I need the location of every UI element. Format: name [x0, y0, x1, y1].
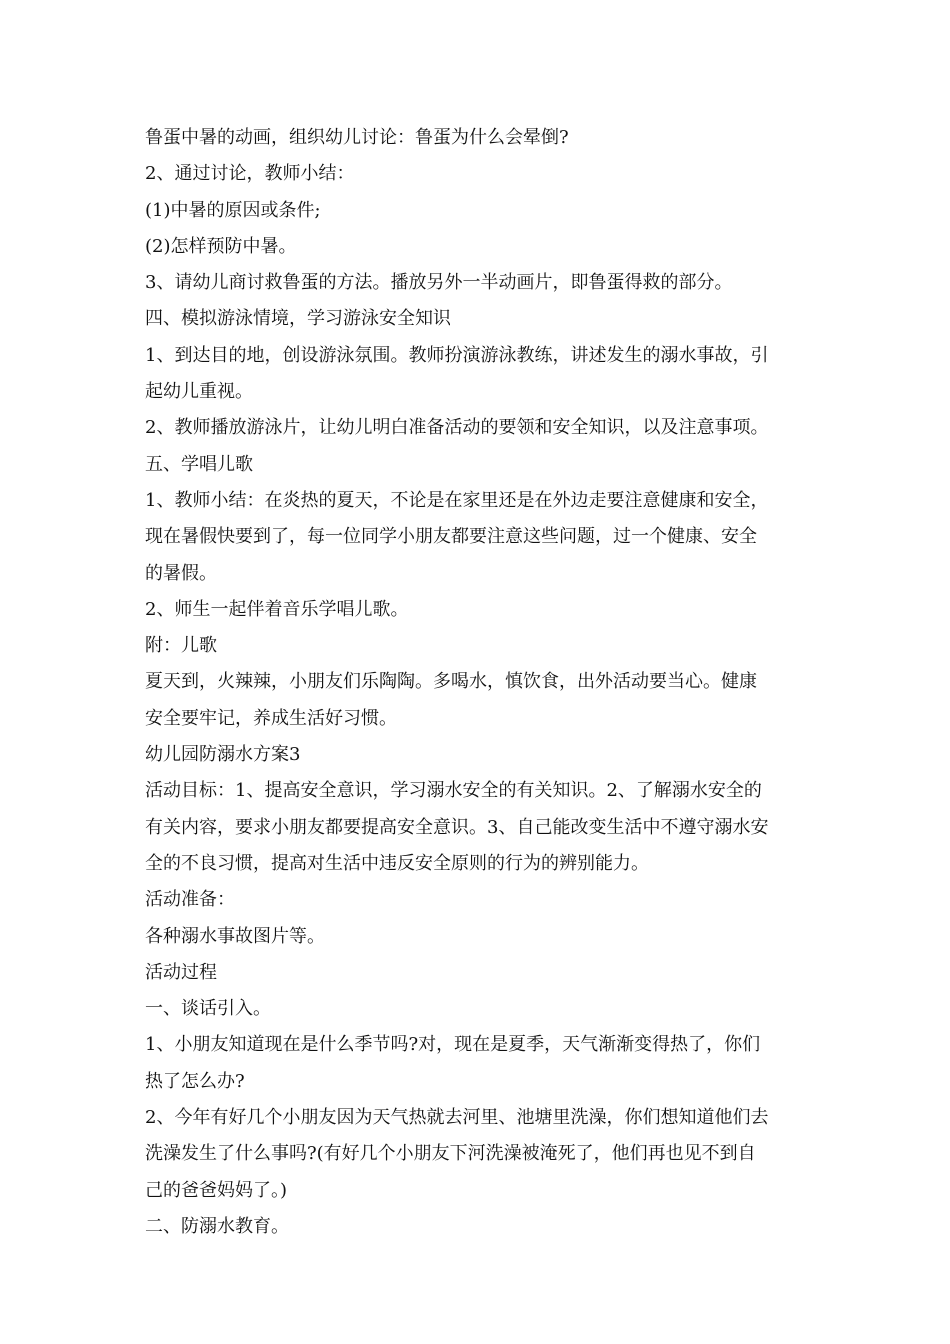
section-heading: 一、谈话引入。 — [145, 998, 271, 1020]
section-heading: 活动过程 — [145, 961, 217, 983]
text-line: (1)中暑的原因或条件; — [145, 199, 321, 221]
text-line: 的暑假。 — [145, 562, 217, 584]
text-line: 附：儿歌 — [145, 635, 217, 657]
text-line: 热了怎么办? — [145, 1070, 245, 1092]
text-line: 起幼儿重视。 — [145, 381, 253, 403]
text-line: 活动准备： — [145, 889, 235, 911]
text-line: 鲁蛋中暑的动画，组织幼儿讨论：鲁蛋为什么会晕倒? — [145, 127, 569, 148]
text-line: 各种溺水事故图片等。 — [145, 925, 325, 947]
text-line: 夏天到，火辣辣，小朋友们乐陶陶。多喝水，慎饮食，出外活动要当心。健康 — [145, 671, 757, 693]
section-heading: 二、防溺水教育。 — [145, 1215, 289, 1237]
text-line: 2、通过讨论，教师小结： — [145, 163, 355, 185]
text-line: 1、教师小结：在炎热的夏天，不论是在家里还是在外边走要注意健康和安全， — [145, 489, 769, 511]
plan-title: 幼儿园防溺水方案3 — [145, 744, 301, 766]
section-heading: 四、模拟游泳情境，学习游泳安全知识 — [145, 308, 451, 330]
text-line: 洗澡发生了什么事吗?(有好几个小朋友下河洗澡被淹死了，他们再也见不到自 — [145, 1143, 756, 1165]
text-line: (2)怎样预防中暑。 — [145, 235, 297, 257]
text-line: 己的爸爸妈妈了。) — [145, 1179, 288, 1201]
document-body — [145, 120, 815, 1245]
text-line: 全的不良习惯，提高对生活中违反安全原则的行为的辨别能力。 — [145, 852, 649, 874]
text-line: 2、师生一起伴着音乐学唱儿歌。 — [145, 598, 409, 620]
text-line: 安全要牢记，养成生活好习惯。 — [145, 707, 397, 729]
text-line: 2、今年有好几个小朋友因为天气热就去河里、池塘里洗澡，你们想知道他们去 — [145, 1107, 769, 1129]
text-line: 活动目标：1、提高安全意识，学习溺水安全的有关知识。2、了解溺水安全的 — [145, 780, 762, 802]
text-line: 有关内容，要求小朋友都要提高安全意识。3、自己能改变生活中不遵守溺水安 — [145, 816, 769, 838]
section-heading: 五、学唱儿歌 — [145, 453, 253, 475]
text-line: 2、教师播放游泳片，让幼儿明白准备活动的要领和安全知识，以及注意事项。 — [145, 417, 769, 439]
text-line: 现在暑假快要到了，每一位同学小朋友都要注意这些问题，过一个健康、安全 — [145, 526, 757, 548]
text-line: 1、到达目的地，创设游泳氛围。教师扮演游泳教练，讲述发生的溺水事故，引 — [145, 344, 769, 366]
text-line: 1、小朋友知道现在是什么季节吗?对，现在是夏季，天气渐渐变得热了，你们 — [145, 1034, 761, 1056]
text-line: 3、请幼儿商讨救鲁蛋的方法。播放另外一半动画片，即鲁蛋得救的部分。 — [145, 272, 733, 294]
